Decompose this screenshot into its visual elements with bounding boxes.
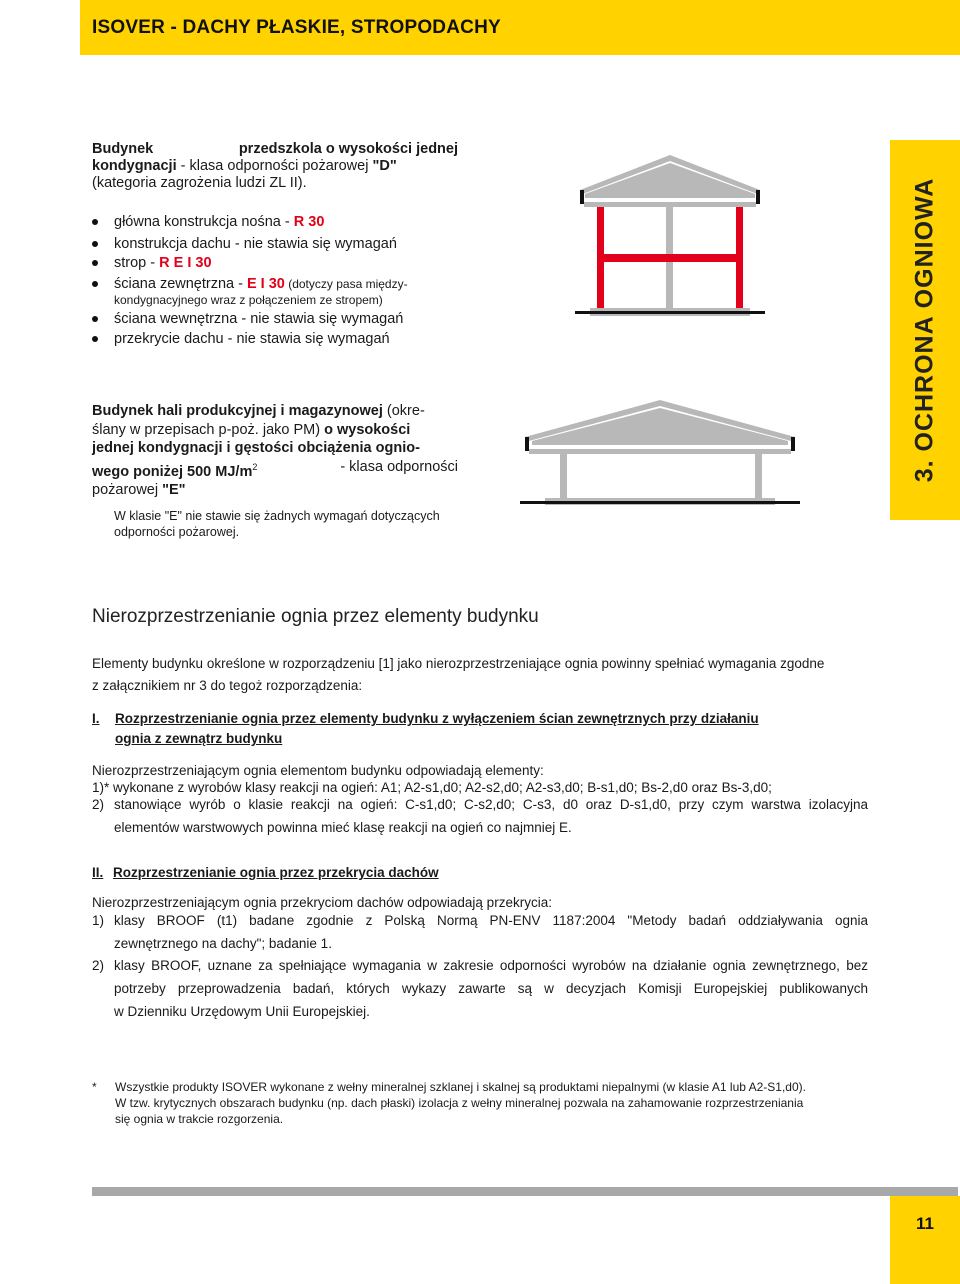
- section-e-bold: jednej kondygnacji i gęstości obciążenia ognio-: [92, 440, 420, 456]
- section-e-text-part: - klasa odporności: [340, 458, 458, 475]
- list-number: 1): [92, 913, 105, 928]
- section-d-intro: [92, 141, 458, 192]
- list-number: 2): [92, 797, 105, 812]
- bullet-item: [92, 330, 390, 349]
- part-2-title: [92, 864, 439, 881]
- note-line: W klasie "E" nie stawie się żadnych wymagań dotyczących: [114, 509, 440, 523]
- section-e-note: [114, 508, 440, 540]
- page-number: 11: [916, 1214, 934, 1233]
- list-item: stanowiące wyrób o klasie reakcji na ogień: C-s1,d0; C-s2,d0; C-s3, d0 oraz D-s1,d0, przy czym warstwa izolacyjna: [114, 797, 868, 812]
- section-e-text-part: ślany w przepisach p-poż. jako PM): [92, 421, 325, 438]
- bullet-item: [92, 213, 324, 232]
- bullet-dot-icon: [92, 219, 98, 225]
- bullet-note: (dotyczy pasa między-: [284, 277, 408, 291]
- bullet-dot-icon: [92, 336, 98, 342]
- section-e-bold: Budynek hali produkcyjnej i magazynowej: [92, 403, 383, 419]
- intro-line: z załącznikiem nr 3 do tegoż rozporządzenia:: [92, 678, 363, 693]
- bullet-item: [92, 254, 212, 273]
- part-title-line: Rozprzestrzenianie ognia przez elementy budynku z wyłączeniem ścian zewnętrznych przy działaniu: [115, 711, 759, 726]
- bullet-text: konstrukcja dachu - nie stawia się wymagań: [114, 236, 397, 252]
- part-1-body: [92, 762, 868, 836]
- list-item-continuation: zewnętrznego na dachy"; badanie 1.: [114, 936, 332, 951]
- bullet-dot-icon: [92, 281, 98, 287]
- roof-base: [529, 449, 791, 454]
- list-item: 1)* wykonane z wyrobów klasy reakcji na ogień: A1; A2-s1,d0; A2-s2,d0; A2-s3,d0; B-s1,d0; Bs-2,d0 oraz Bs-3,d0;: [92, 780, 772, 795]
- superscript: 2: [252, 461, 258, 472]
- bullet-text: ściana zewnętrzna -: [114, 276, 247, 292]
- section-d-category: (kategoria zagrożenia ludzi ZL II).: [92, 175, 307, 191]
- bullet-text: strop -: [114, 255, 160, 271]
- section-heading: Nierozprzestrzenianie ognia przez elementy budynku: [92, 606, 539, 627]
- list-item-continuation: w Dzienniku Urzędowym Unii Europejskiej.: [114, 1004, 370, 1019]
- list-number: 2): [92, 958, 105, 973]
- intro-line: Elementy budynku określone w rozporządzeniu [1] jako nierozprzestrzeniające ognia powinny spełniać wymagania zgodne: [92, 656, 825, 671]
- part-1-title: [92, 709, 852, 749]
- hall-wall-left: [560, 454, 567, 499]
- section-e-text-part: (okre-: [382, 403, 425, 419]
- bullet-text: ściana wewnętrzna - nie stawia się wymagań: [114, 311, 404, 327]
- bullet-text: główna konstrukcja nośna -: [114, 214, 294, 230]
- bullet-value-red: R E I 30: [159, 255, 212, 271]
- building-e-diagram: [520, 395, 800, 515]
- footnote-line: się ognia w trakcie rozgorzenia.: [115, 1112, 284, 1126]
- side-tab-label: 3. OCHRONA OGNIOWA: [910, 177, 939, 483]
- internal-wall-lower: [666, 262, 673, 310]
- roof-edge-right: [756, 190, 760, 204]
- page-number-box: [890, 1196, 960, 1284]
- part-number: II.: [92, 865, 104, 880]
- bullet-item: [92, 235, 397, 254]
- section-e-bold: wego poniżej 500 MJ/m: [92, 463, 253, 480]
- hall-wall-right: [755, 454, 762, 499]
- intro-paragraph: [92, 653, 824, 697]
- section-e-text: [92, 402, 458, 499]
- footnote-line: W tzw. krytycznych obszarach budynku (np. dach płaski) izolacja z wełny mineralnej pozwala na zahamowanie rozprzestrzeniania: [115, 1096, 804, 1110]
- floor-slab: [597, 254, 743, 262]
- roof-edge-right: [791, 437, 795, 451]
- roof-edge-left: [580, 190, 584, 204]
- section-e-class: "E": [162, 481, 186, 498]
- section-d-bold-b: przedszkola o wysokości jednej: [238, 141, 458, 157]
- part-number: I.: [92, 711, 100, 726]
- part-title-line: Rozprzestrzenianie ognia przez przekrycia dachów: [113, 865, 439, 880]
- part-title-line: ognia z zewnątrz budynku: [115, 731, 283, 746]
- footnote-line: Wszystkie produkty ISOVER wykonane z wełny mineralnej szklanej i skalnej są produktami niepalnymi (w klasie A1 lub A2-S1,d0).: [115, 1080, 806, 1094]
- bullet-dot-icon: [92, 260, 98, 266]
- bullet-dot-icon: [92, 316, 98, 322]
- note-line: odporności pożarowej.: [114, 525, 240, 539]
- building-d-diagram: [570, 150, 770, 335]
- footer-bar: [92, 1187, 958, 1196]
- footnote-mark: *: [92, 1080, 97, 1094]
- section-e-text-part: pożarowej: [92, 481, 163, 498]
- bullet-value-red: R 30: [293, 214, 325, 230]
- section-d-bold-a: Budynek: [92, 141, 154, 157]
- body-line: Nierozprzestrzeniającym ognia przekryciom dachów odpowiadają przekrycia:: [92, 895, 552, 910]
- ground-line: [520, 501, 800, 504]
- list-item-continuation: potrzeby przeprowadzenia badań, których wykazy zawarte są w decyzjach Komisji Europejskiej publikowanych: [114, 981, 868, 996]
- bullet-value-red: E I 30: [246, 276, 285, 292]
- list-item: klasy BROOF (t1) badane zgodnie z Polską Normą PN-ENV 1187:2004 "Metody badań oddziaływania ognia: [114, 913, 868, 928]
- roof-edge-left: [525, 437, 529, 451]
- list-item-continuation: elementów warstwowych powinna mieć klasę reakcji na ogień co najmniej E.: [114, 820, 572, 835]
- body-line: Nierozprzestrzeniającym ognia elementom budynku odpowiadają elementy:: [92, 763, 544, 778]
- section-d-class-text: - klasa odporności pożarowej: [176, 158, 373, 174]
- page-header-title: ISOVER - DACHY PŁASKIE, STROPODACHY: [92, 17, 501, 38]
- bullet-item: [92, 275, 408, 294]
- ground-line: [575, 311, 765, 314]
- bullet-note-continuation: kondygnacyjnego wraz z połączeniem ze stropem): [114, 293, 383, 307]
- bullet-text: przekrycie dachu - nie stawia się wymagań: [114, 331, 390, 347]
- bullet-dot-icon: [92, 241, 98, 247]
- footnote: [92, 1079, 872, 1127]
- list-item: klasy BROOF, uznane za spełniające wymagania w zakresie odporności wyrobów na działanie ognia zewnętrznego, bez: [114, 958, 868, 973]
- internal-wall-upper: [666, 207, 673, 255]
- section-e-bold: o wysokości: [324, 421, 411, 438]
- section-d-bold-c: kondygnacji: [92, 158, 177, 174]
- section-d-class: "D": [372, 158, 397, 174]
- roof-base: [584, 202, 756, 207]
- bullet-item: [92, 310, 403, 329]
- part-2-body: [92, 894, 868, 1023]
